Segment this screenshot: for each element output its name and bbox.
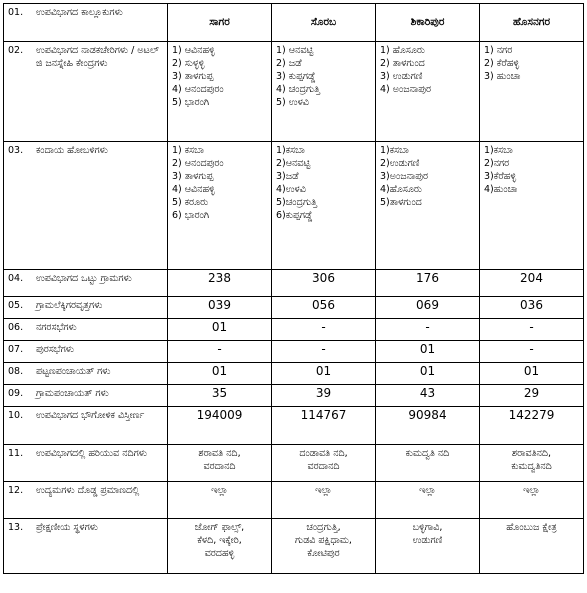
row-number: 10.: [8, 410, 24, 421]
data-cell: [480, 445, 584, 482]
list-item: 3) ತಾಳಗುಪ್ಪ: [172, 71, 214, 82]
data-cell: [168, 519, 272, 574]
cell-value: 01: [523, 364, 540, 378]
list-item: 3) ತಾಳಗುಪ್ಪ: [172, 171, 214, 182]
row-number: 09.: [8, 388, 24, 399]
list-item: ಇಲ್ಲಾ: [523, 485, 540, 496]
table-row: [4, 341, 584, 363]
list-item: 1) ನಗರ: [484, 45, 513, 56]
cell-value: 238: [208, 271, 231, 285]
table-row: [4, 519, 584, 574]
row-number: 08.: [8, 366, 24, 377]
data-cell: [168, 297, 272, 319]
row-label-cell: [4, 519, 168, 574]
list-item: ಗುಡವಿ ಪಕ್ಷಿಧಾಮ,: [295, 535, 352, 546]
data-cell: [376, 385, 480, 407]
list-item: 4)ಹೊಸೂರು: [380, 184, 422, 195]
list-item: 2) ತಾಳಗುಂದ: [380, 58, 425, 69]
data-cell: [480, 407, 584, 445]
list-item: 5)ತಾಳಗುಂದ: [380, 197, 422, 208]
data-cell: [272, 142, 376, 270]
data-cell: [272, 341, 376, 363]
info-table: [3, 3, 584, 574]
row-label-cell: [4, 341, 168, 363]
row-label-cell: [4, 297, 168, 319]
data-cell: [168, 42, 272, 142]
data-cell: [168, 319, 272, 341]
cell-value: 306: [312, 271, 335, 285]
table-row: [4, 482, 584, 519]
column-header-shikaripura: ಶಿಕಾರಿಪುರ: [376, 4, 480, 42]
data-cell: [168, 407, 272, 445]
list-item: 4)ಉಳವಿ: [276, 184, 306, 195]
cell-value: -: [425, 320, 430, 334]
row-label-cell: [4, 319, 168, 341]
row-label: ಉಪವಿಭಾಗದ ನಾಡಕಚೇರಿಗಳು / ಅಟಲ್ ಜಿ ಜನಸ್ನೇಹಿ ಕೇಂದ್ರಗಳು: [36, 45, 159, 69]
cell-value: 90984: [408, 408, 447, 422]
column-header-hosanagara: ಹೊಸನಗರ: [480, 4, 584, 42]
cell-value: 142279: [508, 408, 555, 422]
data-cell: [272, 482, 376, 519]
list-item: 5) ಭಾರಂಗಿ: [172, 97, 210, 108]
data-cell: [376, 482, 480, 519]
data-cell: [480, 341, 584, 363]
list-item: ಬಳ್ಳಿಗಾವಿ,: [412, 522, 443, 533]
data-cell: [168, 142, 272, 270]
data-cell: [480, 297, 584, 319]
table-row: [4, 270, 584, 297]
data-cell: [376, 341, 480, 363]
list-item: 1) ಕಸಬಾ: [172, 145, 204, 156]
list-item: 4) ಅಂಜನಾಪುರ: [380, 84, 432, 95]
list-item: ಇಲ್ಲಾ: [315, 485, 332, 496]
row-number: 05.: [8, 300, 24, 311]
list-item: 4)ಹುಂಚಾ: [484, 184, 518, 195]
table-row: [4, 42, 584, 142]
list-item: 2) ಸುಳ್ಳಳ್ಳಿ: [172, 58, 205, 69]
cell-value: 01: [419, 364, 436, 378]
cell-value: 194009: [196, 408, 243, 422]
data-cell: [376, 297, 480, 319]
list-item: 4) ಆನಂದಪುರಂ: [172, 84, 224, 95]
list-item: ಶರಾವತಿ ನದಿ,: [198, 448, 241, 459]
list-item: ದಂಡಾವತಿ ನದಿ,: [299, 448, 348, 459]
list-item: 2)ಉಡುಗಣಿ: [380, 158, 420, 169]
data-cell: [272, 319, 376, 341]
data-cell: [480, 385, 584, 407]
list-item: 3) ಕುಪ್ಪಗಡ್ಡೆ: [276, 71, 316, 82]
row-number: 01.: [8, 7, 24, 18]
list-item: ಕೋಟಿಪುರ: [307, 548, 340, 559]
list-item: ಶರಾವತಿನದಿ,: [511, 448, 552, 459]
data-cell: [272, 363, 376, 385]
row-label: ಉಪವಿಭಾಗದ ಒಟ್ಟು ಗ್ರಾಮಗಳು: [36, 273, 132, 284]
data-cell: [376, 319, 480, 341]
row-number: 13.: [8, 522, 24, 533]
list-item: 3) ಹುಂಚಾ: [484, 71, 521, 82]
data-cell: [376, 519, 480, 574]
row-label: ಗ್ರಾಮಪಂಚಾಯತ್ ಗಳು: [36, 388, 109, 399]
data-cell: [376, 407, 480, 445]
cell-value: 29: [523, 386, 540, 400]
data-cell: [480, 270, 584, 297]
row-number: 12.: [8, 485, 24, 496]
data-cell: [168, 445, 272, 482]
table-row: [4, 407, 584, 445]
list-item: ವರದಾನದಿ: [307, 461, 340, 472]
row-label-cell: [4, 4, 168, 42]
list-item: ವರದಹಳ್ಳಿ: [204, 548, 235, 559]
list-item: 6) ಭಾರಂಗಿ: [172, 210, 210, 221]
list-item: ಇಲ್ಲಾ: [419, 485, 436, 496]
table-row: [4, 363, 584, 385]
list-item: ಜೋಗ್ ಫಾಲ್ಸ್,: [194, 522, 245, 533]
data-cell: [272, 270, 376, 297]
row-label: ಉಪವಿಭಾಗದ ಕಾಲ್ಲೂಕುಗಳು: [36, 7, 123, 18]
list-item: 2) ಆನಂದಪುರಂ: [172, 158, 224, 169]
list-item: 2)ಆನವಟ್ಟಿ: [276, 158, 311, 169]
row-label: ಕಂದಾಯ ಹೋಬಳಿಗಳು: [36, 145, 108, 156]
cell-value: 01: [419, 342, 436, 356]
data-cell: [480, 42, 584, 142]
table-body: [4, 42, 584, 574]
data-cell: [168, 270, 272, 297]
list-item: 1) ಆವಿನಹಳ್ಳಿ: [172, 45, 215, 56]
row-label: ಪುರಸಭೆಗಳು: [36, 344, 74, 355]
data-cell: [272, 445, 376, 482]
cell-value: 01: [315, 364, 332, 378]
row-label-cell: [4, 363, 168, 385]
data-cell: [480, 142, 584, 270]
data-cell: [168, 482, 272, 519]
row-number: 07.: [8, 344, 24, 355]
data-cell: [168, 363, 272, 385]
data-cell: [168, 341, 272, 363]
cell-value: -: [321, 320, 326, 334]
row-label-cell: [4, 270, 168, 297]
row-label: ಪಟ್ಟಣಪಂಚಾಯತ್ ಗಳು: [36, 366, 111, 377]
cell-value: 01: [211, 320, 228, 334]
list-item: 1)ಕಸಬಾ: [276, 145, 305, 156]
table-row: [4, 142, 584, 270]
row-number: 02.: [8, 45, 24, 56]
table-row: [4, 385, 584, 407]
table-header-row: [4, 4, 584, 42]
row-label: ಪ್ರೇಕ್ಷಣೀಯ ಸ್ಥಳಗಳು: [36, 522, 98, 533]
cell-value: 43: [419, 386, 436, 400]
list-item: ಕೆಳದಿ, ಇಕ್ಕೇರಿ,: [197, 535, 242, 546]
list-item: 1)ಕಸಬಾ: [380, 145, 409, 156]
list-item: 2) ಕೆರೆಹಳ್ಳಿ: [484, 58, 520, 69]
row-label: ಉಪವಿಭಾಗದ ಭೌಗೋಳಿಕ ವಿಸ್ತೀರ್ಣ: [36, 410, 145, 421]
row-label-cell: [4, 142, 168, 270]
data-cell: [272, 297, 376, 319]
cell-value: 056: [312, 298, 335, 312]
list-item: 1) ಆನವಟ್ಟಿ: [276, 45, 314, 56]
table-row: [4, 297, 584, 319]
list-item: 3)ಕೆರೆಹಳ್ಳಿ: [484, 171, 517, 182]
cell-value: 114767: [300, 408, 347, 422]
data-cell: [480, 482, 584, 519]
list-item: 4) ಆವಿನಹಳ್ಳಿ: [172, 184, 215, 195]
list-item: 5)ಚಂದ್ರಗುತ್ತಿ: [276, 197, 318, 208]
cell-value: 069: [416, 298, 439, 312]
list-item: ಕುಮದ್ವತಿನದಿ: [511, 461, 552, 472]
column-header-sagar: ಸಾಗರ: [168, 4, 272, 42]
row-label-cell: [4, 445, 168, 482]
data-cell: [480, 363, 584, 385]
list-item: ಕುಮದ್ವತಿ ನದಿ: [405, 448, 450, 459]
list-item: 3)ಜಡೆ: [276, 171, 299, 182]
list-item: ಇಲ್ಲಾ: [211, 485, 228, 496]
data-cell: [376, 142, 480, 270]
data-cell: [480, 519, 584, 574]
list-item: 5) ಉಳವಿ: [276, 97, 309, 108]
list-item: 5) ಕರೂರು: [172, 197, 209, 208]
row-label: ಉದ್ಯಮಗಳು ದೊಡ್ಡ ಪ್ರಮಾಣದಲ್ಲಿ: [36, 485, 140, 496]
data-cell: [376, 42, 480, 142]
table-row: [4, 319, 584, 341]
row-label-cell: [4, 42, 168, 142]
row-label-cell: [4, 385, 168, 407]
list-item: 2)ನಗರ: [484, 158, 510, 169]
data-cell: [480, 319, 584, 341]
list-item: ವರದಾನದಿ: [203, 461, 236, 472]
data-cell: [168, 385, 272, 407]
row-label-cell: [4, 407, 168, 445]
list-item: 3) ಉಡುಗಣಿ: [380, 71, 423, 82]
row-label: ಉಪವಿಭಾಗದಲ್ಲಿ ಹರಿಯುವ ನದಿಗಳು: [36, 448, 147, 459]
data-cell: [272, 385, 376, 407]
data-cell: [272, 407, 376, 445]
row-label: ನಗರಸಭೆಗಳು: [36, 322, 77, 333]
cell-value: 176: [416, 271, 439, 285]
data-cell: [376, 363, 480, 385]
cell-value: -: [217, 342, 222, 356]
row-number: 04.: [8, 273, 24, 284]
data-cell: [376, 445, 480, 482]
cell-value: 35: [211, 386, 228, 400]
cell-value: 39: [315, 386, 332, 400]
cell-value: 204: [520, 271, 543, 285]
list-item: 6)ಕುಪ್ಪಗಡ್ಡೆ: [276, 210, 313, 221]
list-item: 2) ಜಡೆ: [276, 58, 302, 69]
row-label-cell: [4, 482, 168, 519]
row-number: 06.: [8, 322, 24, 333]
cell-value: -: [321, 342, 326, 356]
row-number: 03.: [8, 145, 24, 156]
cell-value: -: [529, 342, 534, 356]
list-item: 3)ಅಂಜನಾಪುರ: [380, 171, 428, 182]
data-cell: [376, 270, 480, 297]
row-number: 11.: [8, 448, 24, 459]
column-header-soraba: ಸೊರಬ: [272, 4, 376, 42]
list-item: 1)ಕಸಬಾ: [484, 145, 513, 156]
list-item: ಚಂದ್ರಗುತ್ತಿ,: [306, 522, 341, 533]
table-row: [4, 445, 584, 482]
list-item: 1) ಹೊಸೂರು: [380, 45, 425, 56]
cell-value: 036: [520, 298, 543, 312]
cell-value: 039: [208, 298, 231, 312]
row-label: ಗ್ರಾಮಲೆಕ್ಕಿಗರವೃತ್ತಗಳು: [36, 300, 103, 311]
cell-value: -: [529, 320, 534, 334]
data-cell: [272, 42, 376, 142]
list-item: ಹೊಂಬುಜ ಕ್ಷೇತ್ರ: [506, 522, 557, 533]
list-item: 4) ಚಂದ್ರಗುತ್ತಿ: [276, 84, 321, 95]
cell-value: 01: [211, 364, 228, 378]
list-item: ಉಡುಗಣಿ: [412, 535, 443, 546]
data-cell: [272, 519, 376, 574]
